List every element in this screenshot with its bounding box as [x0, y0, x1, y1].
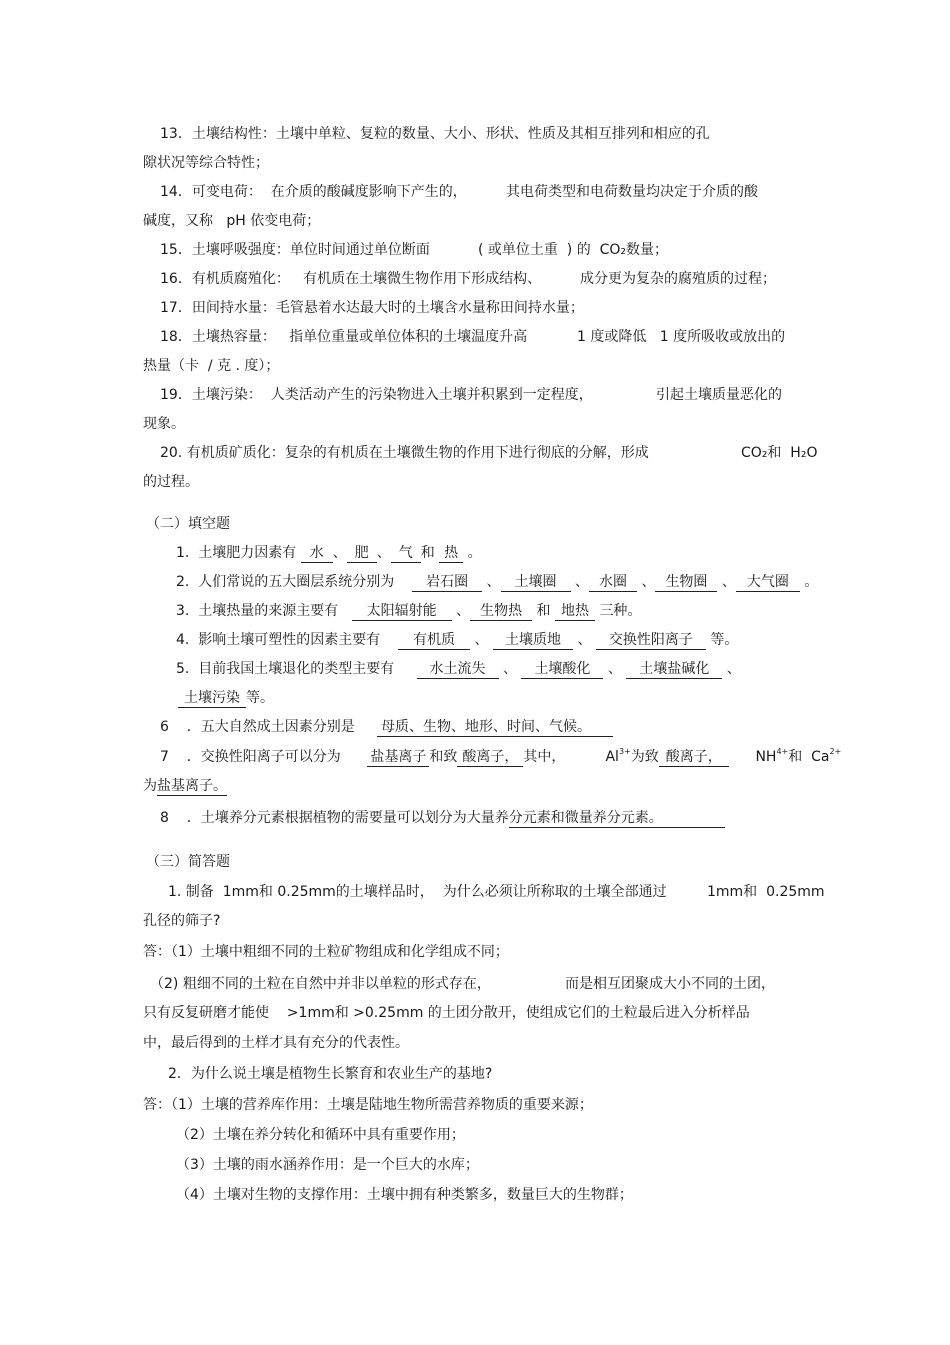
- def-13-line2: 隙状况等综合特性；: [143, 155, 269, 171]
- fill-q7-line2: [143, 776, 227, 796]
- fill-q2-answer-5: 大气圈: [736, 573, 800, 592]
- ion-nh: NH: [755, 749, 777, 765]
- sep: 、: [574, 574, 589, 590]
- fill-q7-prefix: 7 ．交换性阳离子可以分为: [160, 749, 341, 765]
- def-13-line1: 13．土壤结构性：土壤中单粒、复粒的数量、大小、形状、性质及其相互排列和相应的孔: [160, 126, 710, 142]
- def-19-line2: 现象。: [143, 416, 185, 432]
- suffix: 等。: [710, 632, 739, 648]
- def-14-line1b: 其电荷类型和电荷数量均决定于介质的酸: [506, 184, 758, 200]
- short-ans1-1: 答：（1）土壤中粗细不同的土粒矿物组成和化学组成不同；: [143, 944, 509, 960]
- fill-q4: [176, 630, 738, 650]
- short-ans1-2b: 而是相互团聚成大小不同的土团，: [565, 976, 775, 992]
- fill-q5-prefix: 5. 目前我国土壤退化的类型主要有: [176, 661, 395, 677]
- fill-q8-answer: 分元素和微量养分元素。: [509, 809, 725, 828]
- fill-q5-answer-2: 土壤酸化: [521, 660, 603, 679]
- fill-q2-answer-1: 岩石圈: [412, 573, 482, 592]
- fill-q5-answer-1: 水土流失: [417, 660, 499, 679]
- charge: 3+: [618, 747, 631, 756]
- sep: 、: [502, 661, 517, 677]
- fill-q3-answer-1: 太阳辐射能: [352, 602, 452, 621]
- def-19-line1: 19．土壤污染： 人类活动产生的污染物进入土壤并积累到一定程度，: [160, 387, 593, 403]
- sep: 、: [332, 545, 347, 561]
- def-16-line1b: 成分更为复杂的腐殖质的过程；: [580, 271, 776, 287]
- text: 为致: [630, 749, 659, 765]
- fill-q1-answer-2: 肥: [347, 544, 377, 563]
- sep: 、: [641, 574, 656, 590]
- text: 为: [143, 778, 157, 794]
- fill-q1-answer-1: 水: [301, 544, 333, 563]
- short-ans2-4: （4）土壤对生物的支撑作用：土壤中拥有种类繁多，数量巨大的生物群；: [176, 1187, 633, 1203]
- fill-q3-answer-2: 生物热: [470, 602, 532, 621]
- def-15-line1: 15．土壤呼吸强度：单位时间通过单位断面: [160, 242, 430, 258]
- def-17: 17．田间持水量：毛管悬着水达最大时的土壤含水量称田间持水量；: [160, 300, 584, 316]
- fill-q5-answer-3: 土壤盐碱化: [626, 660, 722, 679]
- fill-q3-prefix: 3. 土壤热量的来源主要有: [176, 603, 339, 619]
- fill-q7-answer-2: 酸离子，: [457, 748, 523, 767]
- sep: 、: [721, 574, 736, 590]
- fill-q1: [176, 543, 482, 563]
- def-14-line1: 14．可变电荷： 在介质的酸碱度影响下产生的，: [160, 184, 467, 200]
- fill-q7: [160, 747, 841, 767]
- ion-ca: 和 Ca: [788, 749, 830, 765]
- period: 。: [804, 574, 819, 590]
- def-18-line1: 18．土壤热容量： 指单位重量或单位体积的土壤温度升高: [160, 329, 528, 345]
- fill-q1-answer-3: 气: [391, 544, 421, 563]
- fill-q2-prefix: 2. 人们常说的五大圈层系统分别为: [176, 574, 395, 590]
- fill-q7-answer-3: 酸离子，: [659, 748, 729, 767]
- charge: 4+: [776, 747, 789, 756]
- fill-q6-answer: 母质、生物、地形、时间、气候。: [377, 718, 613, 737]
- sep: 、: [486, 574, 501, 590]
- short-ans2-2: （2）土壤在养分转化和循环中具有重要作用；: [176, 1127, 465, 1143]
- sep: 、: [726, 661, 741, 677]
- fill-q6: [160, 717, 613, 737]
- fill-q1-prefix: 1. 土壤肥力因素有: [176, 545, 297, 561]
- fill-q2-answer-3: 水圈: [589, 573, 637, 592]
- short-ans2-3: （3）土壤的雨水涵养作用：是一个巨大的水库；: [176, 1157, 479, 1173]
- def-14-line2: 碱度，又称 pH 依变电荷；: [143, 213, 321, 229]
- period: 。: [467, 545, 482, 561]
- sep: 、: [456, 603, 471, 619]
- fill-q3: [176, 601, 641, 621]
- fill-q7-answer-1: 盐基离子: [367, 748, 429, 767]
- text: 其中，: [523, 749, 566, 765]
- def-19-line1b: 引起土壤质量恶化的: [656, 387, 782, 403]
- def-15-line1b: ( 或单位土重 ) 的 CO₂数量；: [478, 242, 669, 258]
- fill-q4-prefix: 4. 影响土壤可塑性的因素主要有: [176, 632, 381, 648]
- def-18-line2: 热量（卡 / 克 . 度）；: [143, 358, 280, 374]
- short-q1-line1b: 1mm和 0.25mm: [707, 884, 825, 900]
- short-q1-line2: 孔径的筛子?: [143, 913, 221, 929]
- fill-q4-answer-2: 土壤质地: [493, 631, 573, 650]
- fill-q2: [176, 572, 818, 592]
- fill-heading: （二）填空题: [146, 516, 230, 532]
- def-20-line2: 的过程。: [143, 474, 199, 490]
- short-ans2-1: 答：（1）土壤的营养库作用：土壤是陆地生物所需营养物质的重要来源；: [143, 1097, 593, 1113]
- suffix: 等。: [246, 690, 274, 706]
- short-heading: （三）简答题: [146, 854, 230, 870]
- suffix: 三种。: [599, 603, 642, 619]
- charge: 2+: [829, 747, 842, 756]
- def-16-line1: 16．有机质腐殖化： 有机质在土壤微生物作用下形成结构、: [160, 271, 542, 287]
- fill-q8: [160, 808, 725, 828]
- fill-q5: [176, 659, 741, 679]
- short-ans1-2: （2) 粗细不同的土粒在自然中并非以单粒的形式存在，: [150, 976, 491, 992]
- fill-q1-answer-4: 热: [439, 544, 463, 563]
- fill-q4-answer-3: 交换性阳离子: [596, 631, 706, 650]
- fill-q8-prefix: 8 ．土壤养分元素根据植物的需要量可以划分为大量养: [160, 810, 509, 826]
- fill-q5-line2: [178, 688, 274, 708]
- sep: 、: [607, 661, 622, 677]
- short-q2: 2．为什么说土壤是植物生长繁育和农业生产的基地?: [168, 1066, 493, 1082]
- text: 和致: [429, 749, 458, 765]
- ion-al: Al: [605, 749, 619, 765]
- def-18-line1b: 1 度或降低 1 度所吸收或放出的: [577, 329, 786, 345]
- conj: 和: [420, 545, 435, 561]
- short-ans1-4: 中，最后得到的土样才具有充分的代表性。: [143, 1035, 409, 1051]
- short-ans1-3: 只有反复研磨才能使 >1mm和 >0.25mm 的土团分散开，使组成它们的土粒最后进入分析样品: [143, 1005, 750, 1021]
- short-q1-line1: 1. 制备 1mm和 0.25mm的土壤样品时， 为什么必须让所称取的土壤全部通过: [168, 884, 667, 900]
- fill-q4-answer-1: 有机质: [398, 631, 470, 650]
- def-20-line1b: CO₂和 H₂O: [741, 445, 818, 461]
- fill-q6-prefix: 6 ．五大自然成土因素分别是: [160, 719, 355, 735]
- fill-q2-answer-2: 土壤圈: [501, 573, 571, 592]
- fill-q3-answer-3: 地热: [555, 602, 595, 621]
- def-20-line1: 20. 有机质矿质化：复杂的有机质在土壤微生物的作用下进行彻底的分解，形成: [160, 445, 649, 461]
- sep: 、: [577, 632, 592, 648]
- sep: 、: [376, 545, 391, 561]
- fill-q7-answer-4: 盐基离子。: [157, 778, 227, 794]
- fill-q2-answer-4: 生物圈: [655, 573, 717, 592]
- fill-q5-answer-4: 土壤污染: [178, 689, 246, 708]
- conj: 和: [536, 603, 551, 619]
- sep: 、: [474, 632, 489, 648]
